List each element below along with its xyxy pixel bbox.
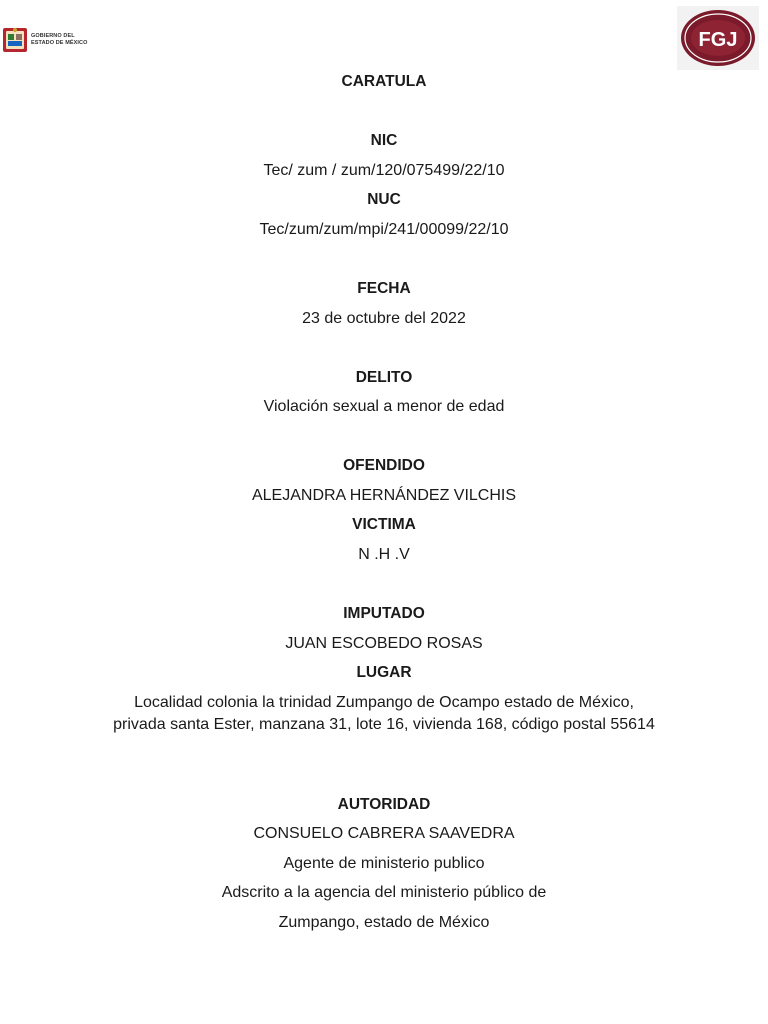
autoridad-label: AUTORIDAD bbox=[337, 796, 431, 813]
autoridad-name: CONSUELO CABRERA SAAVEDRA bbox=[253, 825, 515, 842]
victima-label: VICTIMA bbox=[352, 516, 416, 533]
delito-value: Violación sexual a menor de edad bbox=[263, 398, 505, 415]
ofendido-value: ALEJANDRA HERNÁNDEZ VILCHIS bbox=[251, 487, 517, 504]
gov-logo-line1: GOBIERNO DEL bbox=[31, 33, 75, 39]
imputado-value: JUAN ESCOBEDO ROSAS bbox=[285, 635, 483, 652]
autoridad-location: Zumpango, estado de México bbox=[278, 914, 490, 931]
lugar-value: Localidad colonia la trinidad Zumpango de Ocampo estado de México, privada santa Ester, manzana 31, lote 16, vivienda 168, código postal 55614 bbox=[113, 694, 655, 733]
autoridad-role: Agente de ministerio publico bbox=[283, 855, 485, 872]
imputado-label: IMPUTADO bbox=[343, 605, 425, 622]
fecha-value: 23 de octubre del 2022 bbox=[302, 310, 466, 327]
fecha-label: FECHA bbox=[357, 280, 411, 297]
nuc-value: Tec/zum/zum/mpi/241/00099/22/10 bbox=[259, 221, 509, 238]
fgj-seal-icon bbox=[677, 6, 759, 70]
fgj-logo bbox=[677, 6, 759, 70]
nic-value: Tec/ zum / zum/120/075499/22/10 bbox=[263, 162, 505, 179]
ofendido-label: OFENDIDO bbox=[343, 457, 425, 474]
gov-logo-line2: ESTADO DE MÉXICO bbox=[31, 40, 88, 46]
nuc-label: NUC bbox=[367, 191, 401, 208]
document-title: CARATULA bbox=[341, 73, 427, 90]
lugar-label: LUGAR bbox=[356, 664, 412, 681]
gov-logo-text bbox=[31, 33, 88, 47]
delito-label: DELITO bbox=[355, 369, 413, 386]
victima-value: N .H .V bbox=[358, 546, 410, 563]
state-emblem-icon bbox=[2, 26, 28, 54]
nic-label: NIC bbox=[370, 132, 398, 149]
fgj-logo-text: FGJ bbox=[698, 29, 738, 51]
autoridad-adscrito: Adscrito a la agencia del ministerio público de bbox=[221, 884, 547, 901]
gobierno-estado-mexico-logo bbox=[0, 10, 110, 70]
